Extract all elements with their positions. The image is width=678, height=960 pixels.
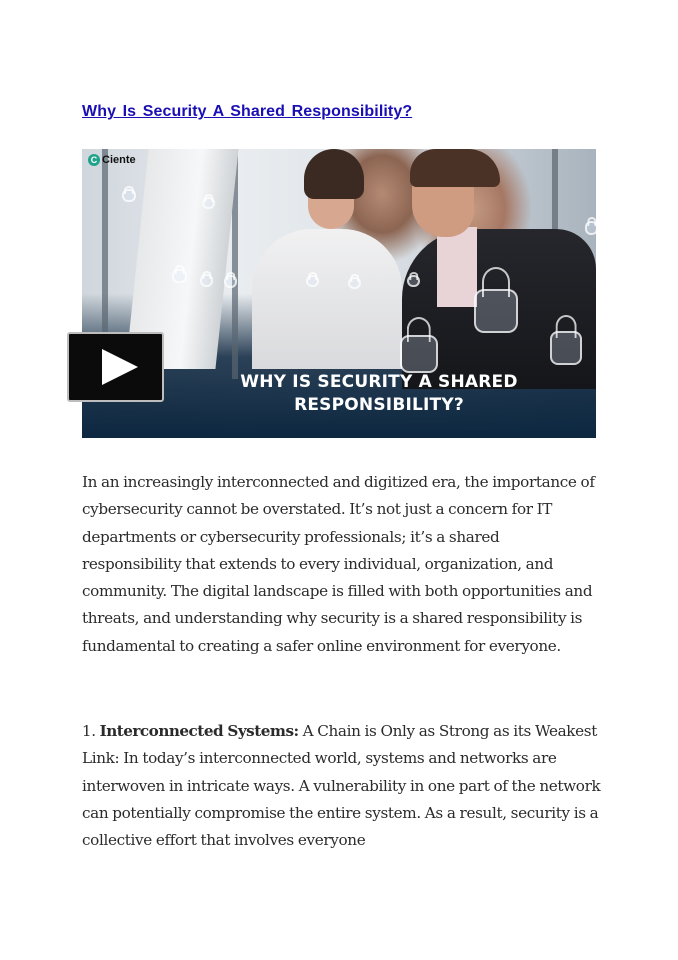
- padlock-icon: [224, 275, 237, 288]
- padlock-icon: [407, 275, 420, 287]
- point-number: 1.: [82, 722, 96, 740]
- padlock-icon: [400, 335, 438, 373]
- padlock-icon: [306, 275, 319, 287]
- padlock-icon: [172, 269, 187, 283]
- point-heading: Interconnected Systems:: [99, 722, 299, 740]
- padlock-icon: [122, 189, 136, 202]
- hero-caption-line-1: WHY IS SECURITY A SHARED: [240, 372, 518, 392]
- intro-paragraph: In an increasingly interconnected and digitized era, the importance of cybersecurity cannot be overstated. It’s not just a concern for IT departments or cybersecurity professionals; it’s a shared responsibility that extends to every individual, organization, and community. The digital landscape is filled with both opportunities and threats, and understanding why security is a shared responsibility is fundamental to creating a safer online environment for everyone.: [82, 473, 595, 655]
- padlock-icon: [474, 289, 518, 333]
- ciente-logo: [88, 154, 136, 166]
- brand-name: Ciente: [102, 154, 136, 166]
- hero-caption-line-2: RESPONSIBILITY?: [294, 395, 464, 415]
- document-title-link[interactable]: Why Is Security A Shared Responsibility?: [82, 103, 413, 120]
- person-man-hair: [410, 149, 500, 187]
- play-video-button[interactable]: [67, 332, 164, 402]
- point-1-paragraph: [82, 718, 602, 854]
- padlock-icon: [585, 221, 596, 235]
- padlock-icon: [202, 197, 215, 209]
- ciente-c-logo-icon: C: [88, 154, 100, 166]
- person-man-shirt: [437, 227, 477, 307]
- person-woman: [252, 229, 402, 369]
- padlock-icon: [348, 277, 361, 289]
- person-woman-hair: [304, 149, 364, 199]
- play-icon: [102, 349, 138, 385]
- padlock-icon: [550, 331, 582, 365]
- point-body: A Chain is Only as Strong as its Weakest Link: In today’s interconnected world, systems and networks are interwoven in intricate ways. A vulnerability in one part of the network can potentially compromise the entire system. As a result, security is a collective effort that involves everyone: [82, 722, 601, 850]
- padlock-icon: [200, 274, 213, 287]
